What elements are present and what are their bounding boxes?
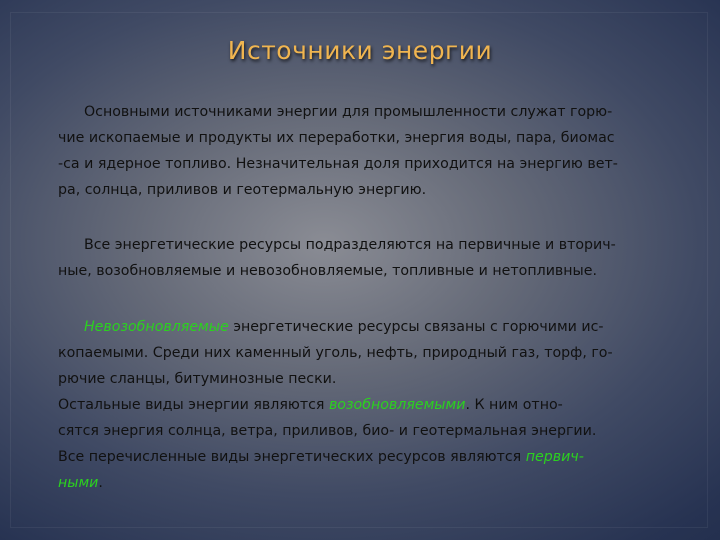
text-fragment: . К ним отно- (465, 397, 563, 413)
text-fragment: Остальные виды энергии являются (58, 397, 329, 413)
highlight-nonrenewable: Невозобновляемые (84, 319, 229, 335)
text-line (58, 470, 677, 496)
text-line: ра, солнца, приливов и геотермальную энергию. (58, 182, 427, 198)
text-fragment: Все перечисленные виды энергетических ресурсов являются (58, 449, 526, 465)
text-line: ные, возобновляемые и невозобновляемые, топливные и нетопливные. (58, 263, 597, 279)
text-fragment: энергетические ресурсы связаны с горючими ис- (228, 319, 604, 335)
paragraph-renewable-types (58, 314, 677, 496)
text-line (58, 392, 677, 418)
highlight-renewable: возобновляемыми (328, 397, 466, 413)
text-line: сятся энергия солнца, ветра, приливов, био- и геотермальная энергии. (58, 423, 597, 439)
text-line: чие ископаемые и продукты их переработки, энергия воды, пара, биомас (58, 130, 615, 146)
text-line: -са и ядерное топливо. Незначительная доля приходится на энергию вет- (58, 156, 618, 172)
paragraph-classification (58, 232, 677, 284)
text-line: копаемыми. Среди них каменный уголь, нефть, природный газ, торф, го- (58, 345, 613, 361)
highlight-primary: первич- (525, 449, 584, 465)
text-line: рючие сланцы, битуминозные пески. (58, 371, 337, 387)
text-fragment: . (98, 475, 103, 491)
text-line: Все энергетические ресурсы подразделяются на первичные и вторич- (84, 237, 616, 253)
text-line (58, 444, 677, 470)
highlight-primary-end: ными (58, 475, 99, 491)
paragraph-energy-sources (58, 99, 677, 203)
text-line (82, 314, 677, 340)
text-line: Основными источниками энергии для промышленности служат горю- (84, 104, 613, 120)
slide-title: Источники энергии (227, 36, 493, 65)
